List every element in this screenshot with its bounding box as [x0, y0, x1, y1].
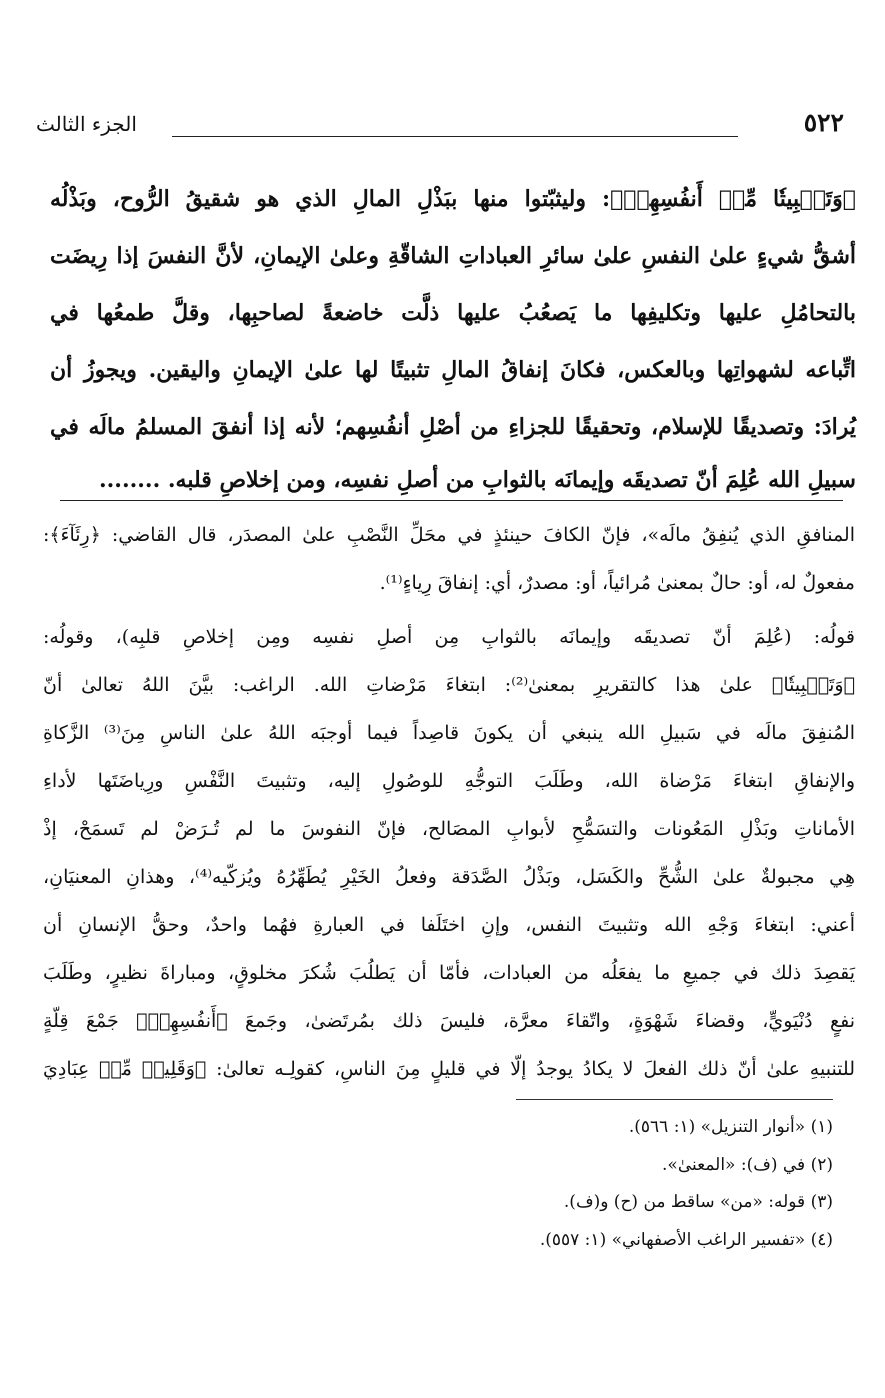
- main-line: يُرادَ: وتصديقًا للإسلام، وتحقيقًا للجزاءِ من أصْلِ أنفُسِهم؛ لأنه إذا أنفقَ المسلمُ مالَه في: [50, 414, 856, 440]
- footnote: (١) «أنوار التنزيل» (١: ٥٦٦).: [628, 1117, 833, 1137]
- section-divider: [60, 500, 843, 501]
- commentary-line: الأماناتِ وبَذْلِ المَعُونات والتسَمُّحِ لأبوابِ المصَالح، فإنّ النفوسَ ما لم تُـرَضْ لم تَسمَحْ، إذْ: [43, 818, 855, 840]
- commentary-line: قولُه: (عُلِمَ أنّ تصديقَه وإيمانَه بالثوابِ مِن أصلِ نفسِه ومِن إخلاصِ قلبِه)، وقولُه:: [43, 626, 855, 648]
- commentary-line: يَقصِدَ ذلك في جميعِ ما يفعَلُه من العبادات، فأمّا أن يَطلُبَ شُكرَ مخلوقٍ، ومباراةَ نظيرٍ، وطَلَبَ: [43, 962, 855, 984]
- main-line: ﴿وَتَثۡبِيتٗا مِّنۡ أَنفُسِهِمۡ﴾: وليثبّتوا منها ببَذْلِ المالِ الذي هو شقيقُ الرُّوح، وبَذْلُه: [50, 186, 856, 212]
- main-line: سبيلِ الله عُلِمَ أنّ تصديقَه وإيمانَه بالثوابِ من أصلِ نفسِه، ومن إخلاصِ قلبه. ........: [98, 467, 856, 493]
- main-line: اتِّباعه لشهواتِها وبالعكس، فكانَ إنفاقُ المالِ تثبيتًا لها علىٰ الإيمانِ واليقين. ويجوزُ أن: [50, 357, 856, 383]
- commentary-line: ﴿وَتَثۡبِيتٗا﴾ علىٰ هذا كالتقريرِ بمعنىٰ⁽²⁾: ابتغاءَ مَرْضاتِ الله. الراغب: بيَّنَ اللهُ تعالىٰ أنّ: [43, 674, 855, 696]
- running-title: الجزء الثالث: [36, 112, 137, 136]
- page-number: ٥٢٢: [803, 108, 844, 137]
- main-line: أشقُّ شيءٍ علىٰ النفسِ علىٰ سائرِ العباداتِ الشاقّةِ وعلىٰ الإيمانِ، لأنَّ النفسَ إذا رِيضَت: [50, 243, 856, 269]
- footnote: (٢) في (ف): «المعنىٰ».: [662, 1155, 833, 1175]
- footnote: (٤) «تفسير الراغب الأصفهاني» (١: ٥٥٧).: [539, 1230, 833, 1250]
- commentary-line: والإنفاقِ ابتغاءَ مَرْضاة الله، وطَلَبَ التوجُّهِ للوصُولِ إليه، وتثبيتَ النَّفْسِ ورِياضَتَها لأداءِ: [43, 770, 855, 792]
- commentary-line: مفعولٌ له، أو: حالٌ بمعنىٰ مُرائياً، أو: مصدرٌ، أي: إنفاقَ رِياءٍ⁽¹⁾.: [379, 572, 855, 594]
- commentary-line: المُنفِقَ مالَه في سَبيلِ الله ينبغي أن يكونَ قاصِداً فيما أوجبَه اللهُ علىٰ الناسِ مِنَ⁽³⁾ الزَّكاةِ: [43, 722, 855, 744]
- footnote: (٣) قوله: «من» ساقط من (ح) و(ف).: [563, 1192, 833, 1212]
- page-header: [36, 108, 844, 148]
- commentary-line: المنافقِ الذي يُنفِقُ مالَه»، فإنّ الكافَ حينئذٍ في محَلِّ النَّصْبِ علىٰ المصدَر، قال القاضي: ﴿رِئَآءَ﴾:: [43, 524, 855, 546]
- footnote-rule: [516, 1099, 833, 1100]
- commentary-line: أعني: ابتغاءَ وَجْهِ الله وتثبيتَ النفس، وإنِ اختَلَفا في العبارةِ فهُما واحدٌ، وحقُّ الإنسانِ أن: [43, 914, 855, 936]
- commentary-line: هِي مجبولةٌ علىٰ الشُّحِّ والكَسَل، وبَذْلُ الصَّدَقة وفعلُ الخَيْرِ يُطَهِّرُهُ ويُزكّيه⁽⁴⁾، وهذانِ المعنيَانِ،: [43, 866, 855, 888]
- commentary-line: للتنبيهِ علىٰ أنّ ذلك الفعلَ لا يكادُ يوجدُ إلّا في قليلٍ مِنَ الناسِ، كقولِـه تعالىٰ: ﴿وَقَلِيلٞ مِّنۡ عِبَادِيَ: [43, 1058, 855, 1080]
- commentary-line: نفعٍ دُنْيَويٍّ، وقضاءَ شَهْوَةٍ، واتّقاءَ معرَّة، فليسَ ذلك بمُرتَضىٰ، وجَمعَ ﴿أَنفُسِهِمۡ﴾ جَمْعَ قِلّةٍ: [43, 1010, 855, 1032]
- header-rule: [172, 136, 738, 137]
- main-line: بالتحامُلِ عليها وتكليفِها ما يَصعُبُ عليها ذلَّت خاضعةً لصاحبِها، وقلَّ طمعُها في: [50, 300, 856, 326]
